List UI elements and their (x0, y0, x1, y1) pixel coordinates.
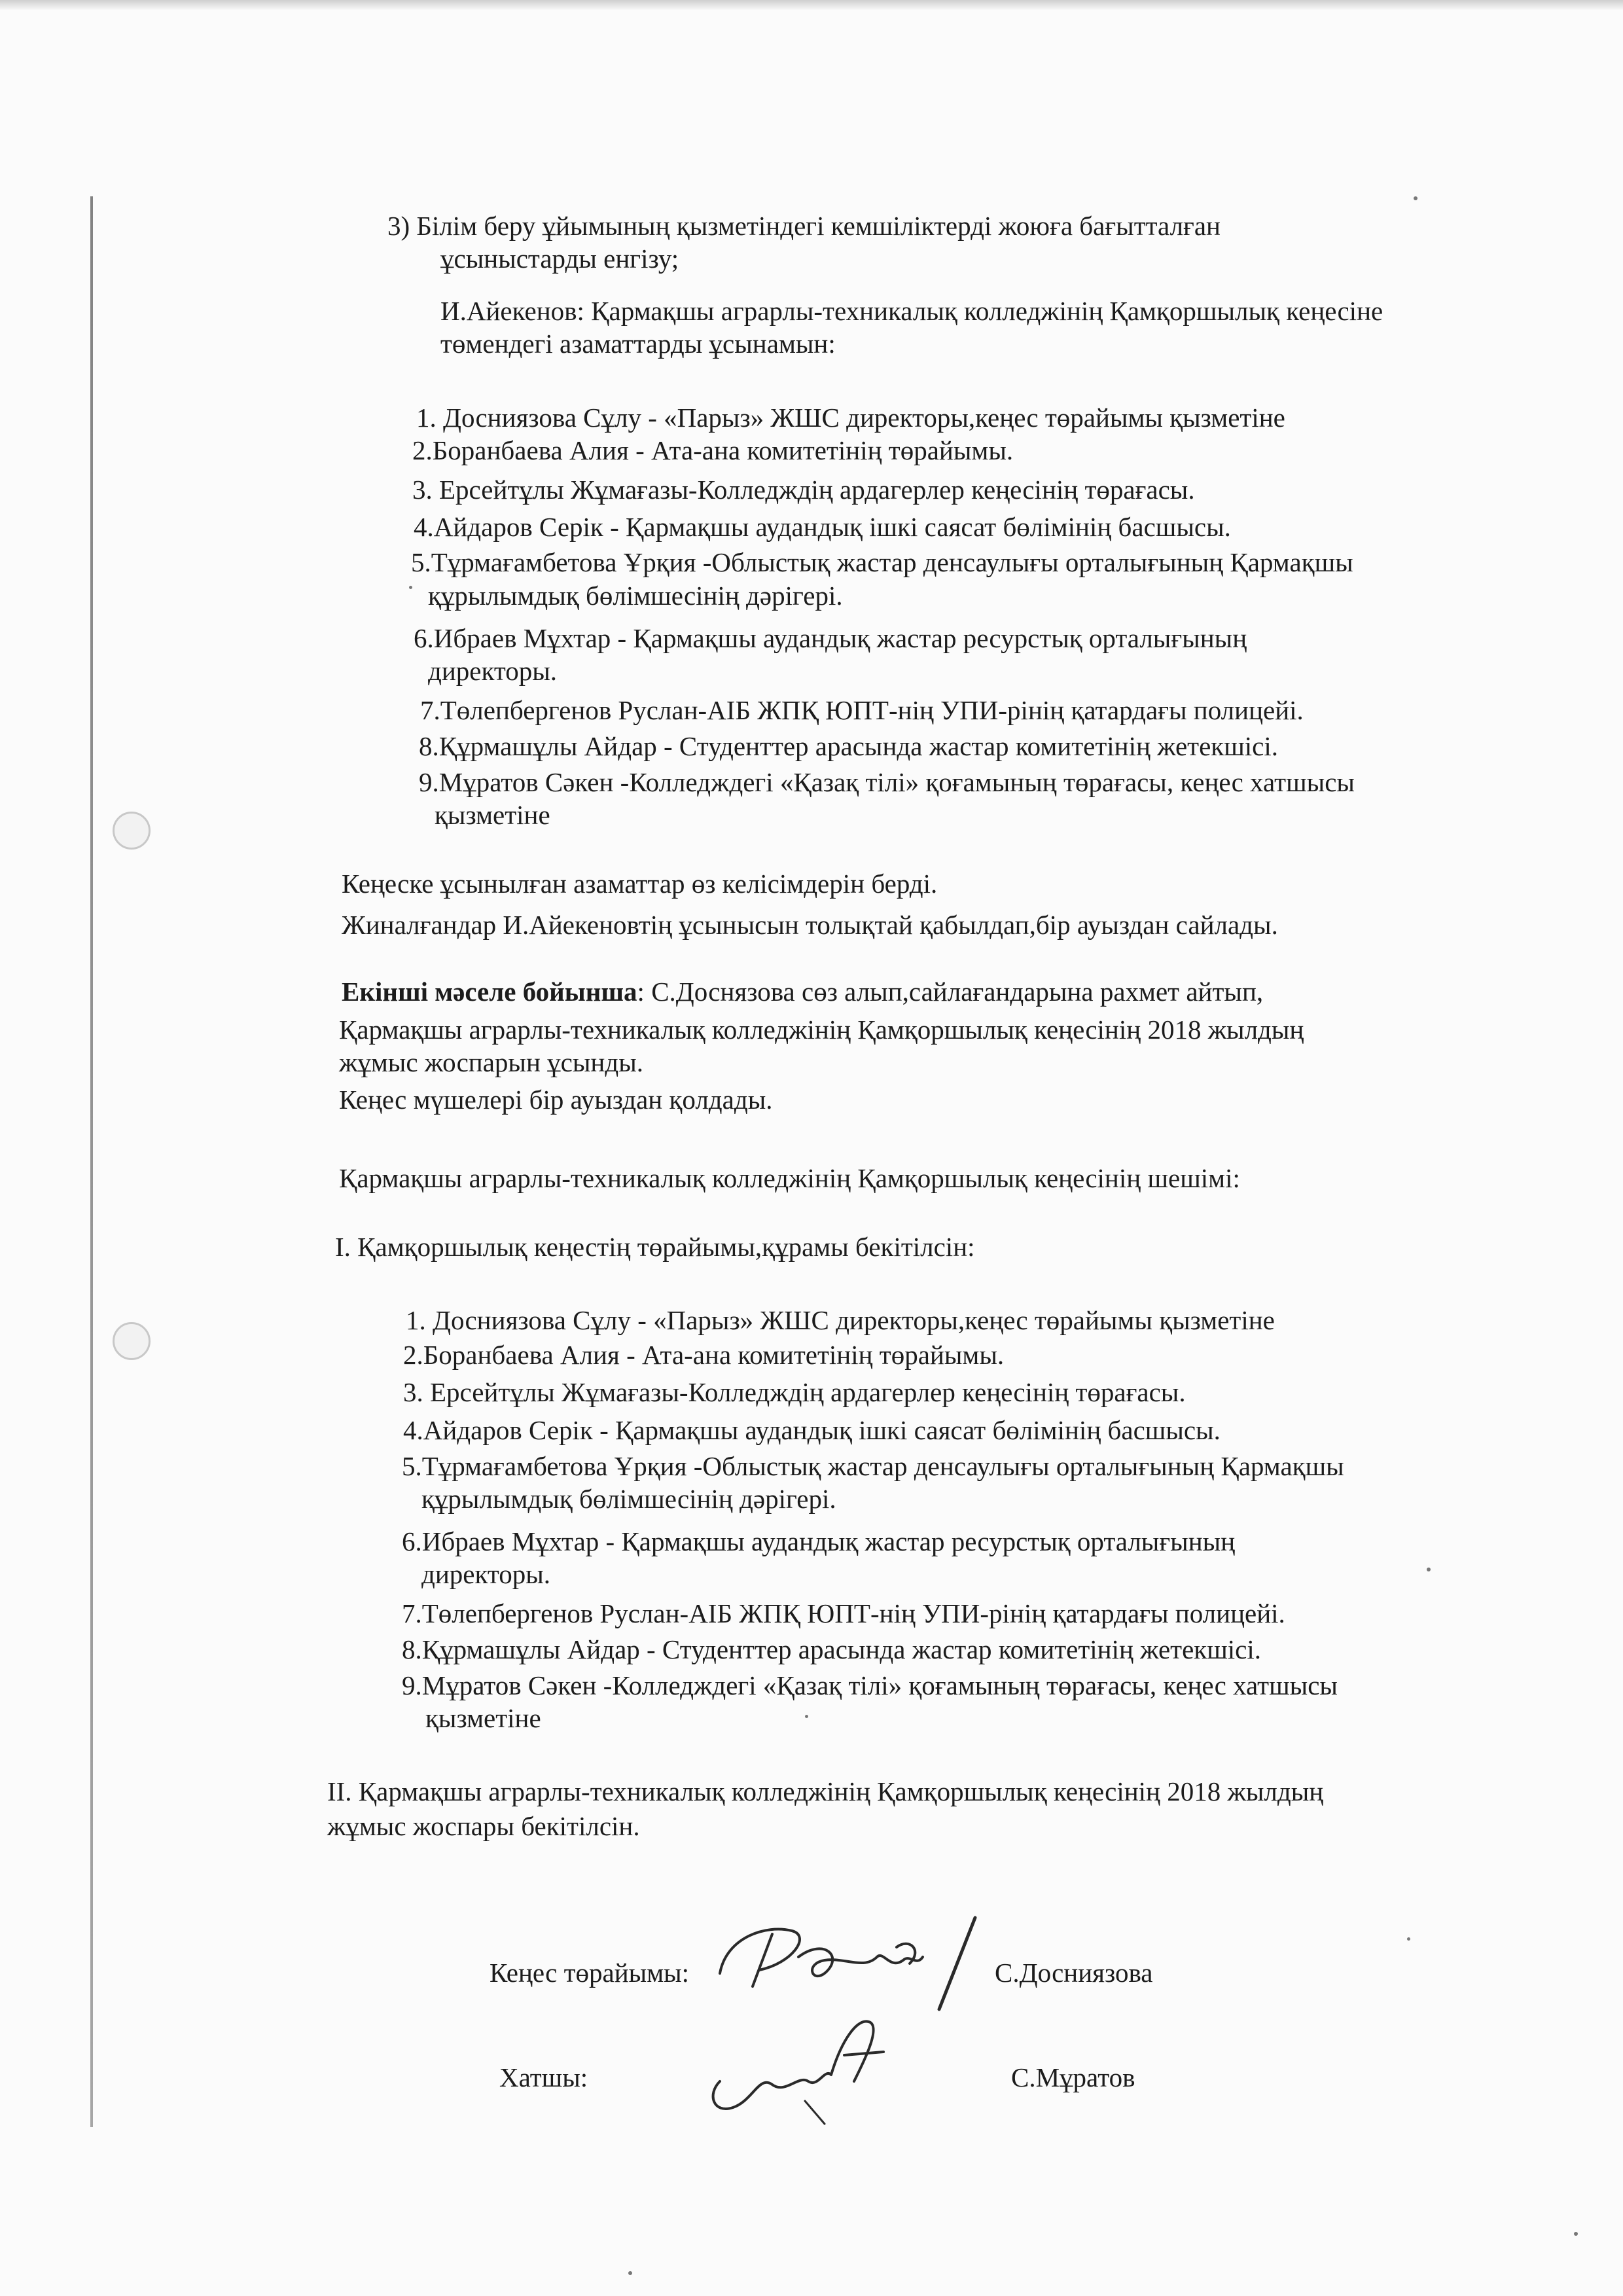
member-line-6: құрылымдық бөлімшесінің дәрігері. (421, 1484, 836, 1514)
nominee-line-7: 6.Ибраев Мұхтар - Қармақшы аудандық жастар ресурстық орталығының (414, 623, 1247, 653)
second-issue-line-4: Кеңес мүшелері бір ауыздан қолдады. (339, 1085, 773, 1115)
secretary-signature (700, 2003, 897, 2127)
nominee-line-5: 5.Тұрмағамбетова Ұрқия -Облыстық жастар денсаулығы орталығының Қармақшы (411, 547, 1353, 577)
nominee-line-1: 1. Досниязова Сұлу - «Парыз» ЖШС директоры,кеңес төрайымы қызметіне (416, 403, 1285, 433)
second-issue-label: Екінші мәселе бойынша (342, 977, 637, 1007)
nominee-line-12: қызметіне (435, 800, 550, 830)
secretary-label: Хатшы: (499, 2062, 588, 2092)
section3-line-2: ұсыныстарды енгізу; (440, 243, 679, 274)
member-line-8: директоры. (421, 1559, 551, 1589)
member-line-11: 9.Мұратов Сәкен -Колледждегі «Қазақ тілі» қоғамының төрағасы, кеңес хатшысы (402, 1670, 1338, 1700)
chair-label: Кеңес төрайымы: (490, 1958, 690, 1988)
chair-signature (713, 1911, 988, 2016)
member-line-1: 1. Досниязова Сұлу - «Парыз» ЖШС директоры,кеңес төрайымы қызметіне (406, 1305, 1275, 1335)
nominee-line-2: 2.Боранбаева Алия - Ата-ана комитетінің төрайымы. (412, 435, 1014, 465)
secretary-name: С.Мұратов (1011, 2062, 1135, 2092)
scan-speck (1574, 2232, 1578, 2236)
scan-top-shadow (0, 0, 1623, 10)
second-issue-line-2: Қармақшы аграрлы-техникалық колледжінің Қамқоршылық кеңесінің 2018 жылдың (339, 1014, 1304, 1045)
section3-line-4: төмендегі азаматтарды ұсынамын: (440, 329, 836, 359)
scan-speck (1414, 196, 1418, 200)
nominee-line-4: 4.Айдаров Серік - Қармақшы аудандық ішкі саясат бөлімінің басшысы. (414, 512, 1231, 542)
section3-line-3: И.Айекенов: Қармақшы аграрлы-техникалық колледжінің Қамқоршылық кеңесіне (440, 296, 1383, 326)
punch-hole-bottom (113, 1322, 151, 1360)
member-line-7: 6.Ибраев Мұхтар - Қармақшы аудандық жастар ресурстық орталығының (402, 1526, 1236, 1556)
chair-name: С.Досниязова (995, 1958, 1153, 1988)
scan-speck (409, 586, 412, 589)
second-issue-text: : С.Доснязова сөз алып,сайлағандарына рахмет айтып, (637, 977, 1264, 1007)
decision-item-1: І. Қамқоршылық кеңестің төрайымы,құрамы бекітілсін: (335, 1232, 975, 1262)
consent-line-2: Жиналғандар И.Айекеновтің ұсынысын толықтай қабылдап,бір ауыздан сайлады. (342, 910, 1278, 940)
member-line-5: 5.Тұрмағамбетова Ұрқия -Облыстық жастар денсаулығы орталығының Қармақшы (402, 1451, 1344, 1481)
scan-left-edge-line (90, 196, 93, 2127)
member-line-9: 7.Төлепбергенов Руслан-АІБ ЖПҚ ЮПТ-нің УПИ-рінің қатардағы полицейі. (402, 1598, 1285, 1628)
nominee-line-10: 8.Құрмашұлы Айдар - Студенттер арасында жастар комитетінің жетекшісі. (419, 731, 1279, 761)
decision-title: Қармақшы аграрлы-техникалық колледжінің Қамқоршылық кеңесінің шешімі: (339, 1163, 1240, 1193)
member-line-10: 8.Құрмашұлы Айдар - Студенттер арасында жастар комитетінің жетекшісі. (402, 1634, 1262, 1664)
scan-speck (805, 1715, 808, 1718)
scan-speck (628, 2271, 632, 2275)
member-line-3: 3. Ерсейтұлы Жұмағазы-Колледждің ардагерлер кеңесінің төрағасы. (403, 1377, 1186, 1407)
decision-item-2-line-2: жұмыс жоспары бекітілсін. (327, 1811, 640, 1841)
member-line-2: 2.Боранбаева Алия - Ата-ана комитетінің төрайымы. (403, 1340, 1005, 1370)
punch-hole-top (113, 812, 151, 850)
nominee-line-6: құрылымдық бөлімшесінің дәрігері. (428, 581, 843, 611)
second-issue-line-1 (342, 975, 1263, 1008)
decision-item-2-line-1: ІІ. Қармақшы аграрлы-техникалық колледжінің Қамқоршылық кеңесінің 2018 жылдың (327, 1776, 1324, 1806)
nominee-line-3: 3. Ерсейтұлы Жұмағазы-Колледждің ардагерлер кеңесінің төрағасы. (412, 475, 1195, 505)
second-issue-line-3: жұмыс жоспарын ұсынды. (339, 1047, 644, 1077)
member-line-4: 4.Айдаров Серік - Қармақшы аудандық ішкі саясат бөлімінің басшысы. (403, 1415, 1221, 1445)
nominee-line-8: директоры. (428, 656, 558, 686)
scan-speck (1407, 1937, 1410, 1941)
section3-line-1: 3) Білім беру ұйымының қызметіндегі кемшіліктерді жоюға бағытталған (387, 211, 1221, 241)
member-line-12: қызметіне (425, 1703, 541, 1733)
scan-speck (1427, 1568, 1431, 1571)
consent-line-1: Кеңеске ұсынылған азаматтар өз келісімдерін берді. (342, 869, 938, 899)
nominee-line-9: 7.Төлепбергенов Руслан-АІБ ЖПҚ ЮПТ-нің УПИ-рінің қатардағы полицейі. (420, 695, 1304, 725)
nominee-line-11: 9.Мұратов Сәкен -Колледждегі «Қазақ тілі» қоғамының төрағасы, кеңес хатшысы (419, 767, 1355, 797)
